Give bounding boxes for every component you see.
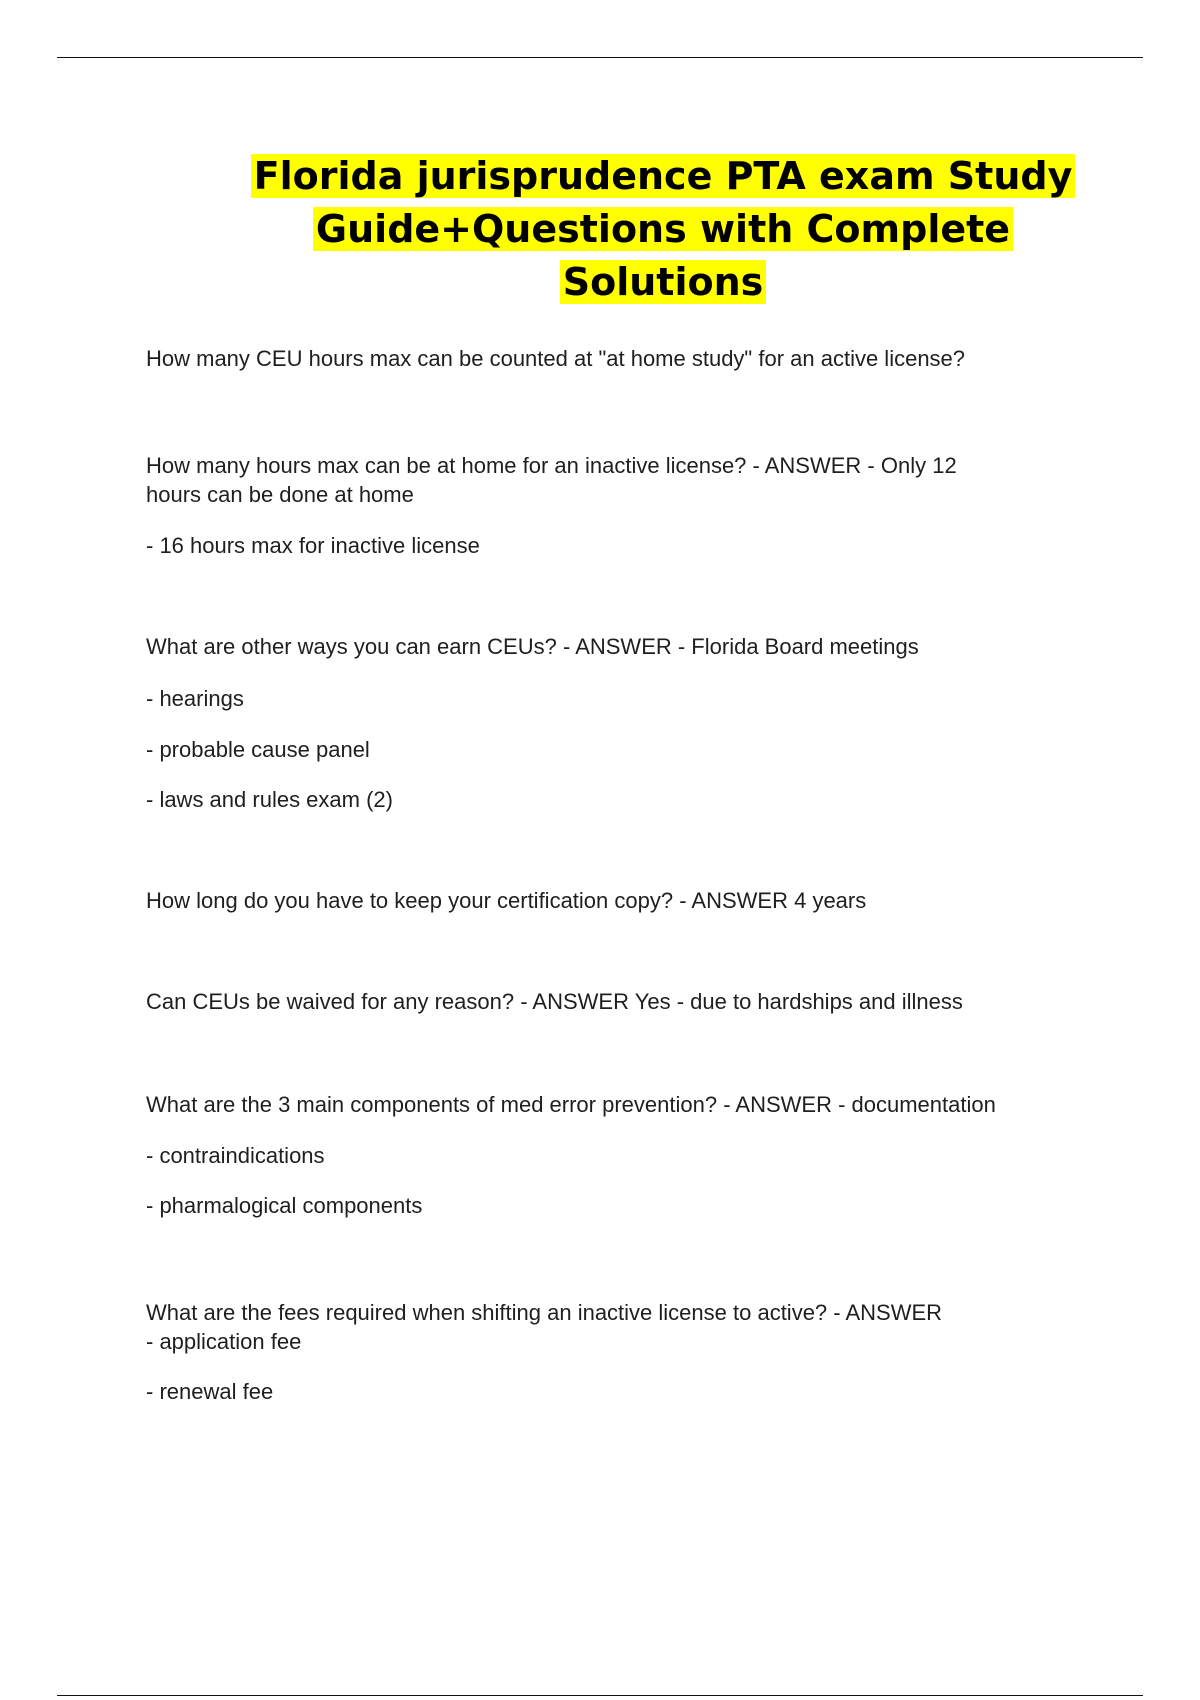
qa-question: What are the 3 main components of med error prevention? - ANSWER - documentation (146, 1092, 996, 1117)
qa-question: What are other ways you can earn CEUs? - ANSWER - Florida Board meetings (146, 634, 919, 659)
title-line: Guide+Questions with Complete (313, 207, 1013, 251)
top-rule (57, 57, 1143, 58)
qa-question: How many hours max can be at home for an inactive license? - ANSWER - Only 12 (146, 453, 957, 478)
document-title (200, 150, 1126, 309)
qa-answer-line: - application fee (146, 1329, 302, 1354)
bottom-rule (57, 1695, 1143, 1696)
qa-question: How long do you have to keep your certification copy? - ANSWER 4 years (146, 888, 867, 913)
qa-answer-line: - laws and rules exam (2) (146, 787, 393, 812)
qa-answer-line: - contraindications (146, 1143, 325, 1168)
qa-answer-line: hours can be done at home (146, 482, 414, 507)
qa-answer-line: - renewal fee (146, 1379, 274, 1404)
qa-question: What are the fees required when shifting an inactive license to active? - ANSWER (146, 1300, 943, 1325)
qa-answer-line: - pharmalogical components (146, 1193, 423, 1218)
title-line: Solutions (560, 260, 767, 304)
qa-answer-line: - probable cause panel (146, 737, 370, 762)
title-line: Florida jurisprudence PTA exam Study (251, 154, 1076, 198)
qa-answer-line: - hearings (146, 686, 244, 711)
qa-question: How many CEU hours max can be counted at "at home study" for an active license? (146, 346, 966, 371)
qa-question: Can CEUs be waived for any reason? - ANSWER Yes - due to hardships and illness (146, 989, 963, 1014)
qa-answer-line: - 16 hours max for inactive license (146, 533, 480, 558)
